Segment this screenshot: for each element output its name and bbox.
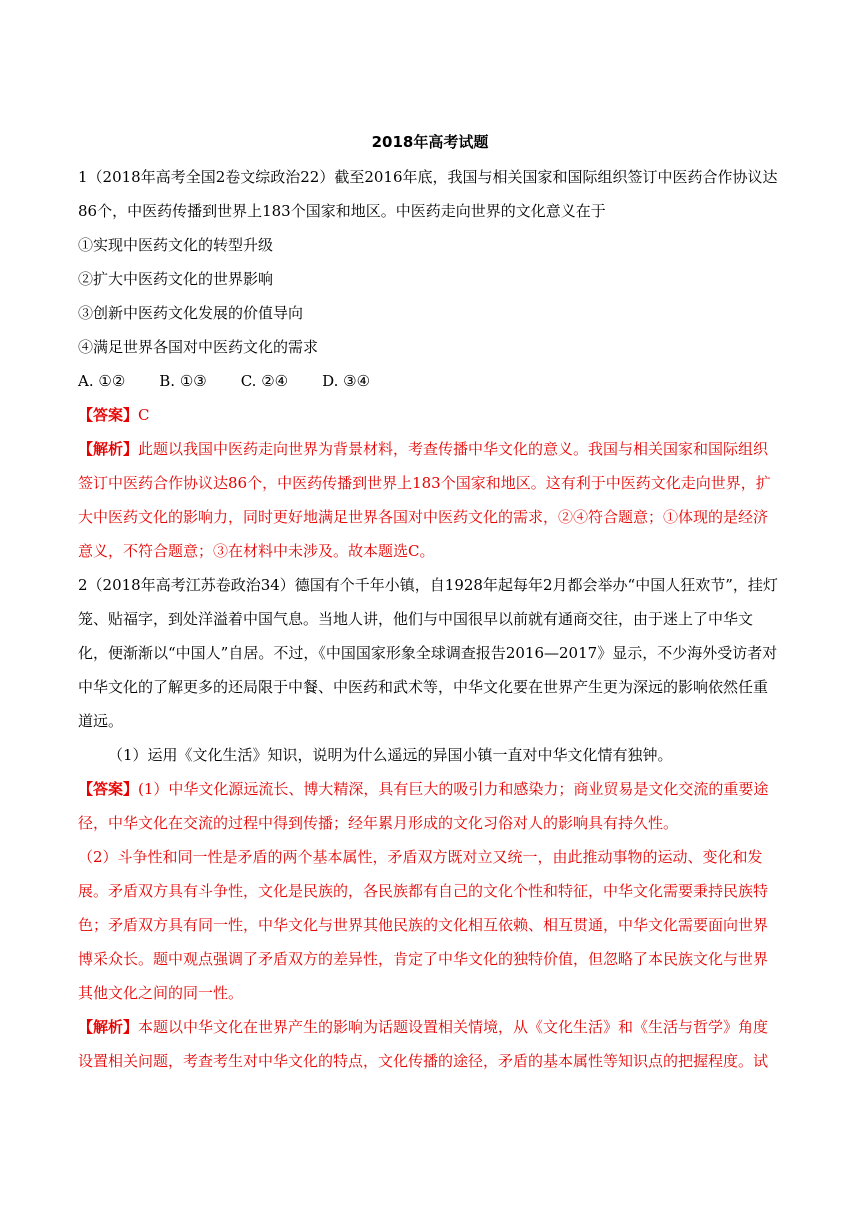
q2-answer-1 [78,772,782,840]
q1-analysis [78,432,782,568]
q1-option-3: ③创新中医药文化发展的价值导向 [78,304,304,322]
q1-choice-d: D. ③④ [322,372,371,390]
q1-choices [78,364,782,398]
page-title: 2018年高考试题 [371,133,489,151]
q2-stem: 2（2018年高考江苏卷政治34）德国有个千年小镇，自1928年起每年2月都会举办“中国人狂欢节”，挂灯笼、贴福字，到处洋溢着中国气息。当地人讲，他们与中国很早以前就有通商交往，由于迷上了中华文化，便渐渐以“中国人”自居。不过，《中国国家形象全球调查报告2016—2017》显示，不少海外受访者对中华文化的了解更多的还局限于中餐、中医药和武术等，中华文化要在世界产生更为深远的影响依然任重道远。 [78,576,778,730]
q1-option-4: ④满足世界各国对中医药文化的需求 [78,338,319,356]
q2-answer-tag: 【答案】 [78,780,139,798]
q1-choice-a: A. ①② [78,372,126,390]
q1-analysis-text: 此题以我国中医药走向世界为背景材料，考查传播中华文化的意义。我国与相关国家和国际组织签订中医药合作协议达86个，中医药传播到世界上183个国家和地区。这有利于中医药文化走向世界，扩大中医药文化的影响力，同时更好地满足世界各国对中医药文化的需求，②④符合题意；①体现的是经济意义，不符合题意；③在材料中未涉及。故本题选C。 [78,440,771,560]
q1-answer-tag: 【答案】 [78,406,139,424]
q2-analysis-text: 本题以中华文化在世界产生的影响为话题设置相关情境，从《文化生活》和《生活与哲学》角度设置相关问题，考查考生对中华文化的特点，文化传播的途径，矛盾的基本属性等知识点的把握程度。试 [78,1018,769,1070]
q1-option-2: ②扩大中医药文化的世界影响 [78,270,274,288]
q2-analysis [78,1010,782,1078]
q1-answer [78,398,782,432]
q2-answer-1-text: (1）中华文化源远流长、博大精深，具有巨大的吸引力和感染力；商业贸易是文化交流的重要途径，中华文化在交流的过程中得到传播；经年累月形成的文化习俗对人的影响具有持久性。 [78,780,769,832]
q1-answer-value: C [138,406,150,424]
q1-choice-b: B. ①③ [159,372,207,390]
q2-sub-question-1: （1）运用《文化生活》知识，说明为什么遥远的异国小镇一直对中华文化情有独钟。 [108,746,673,764]
q1-stem: 1（2018年高考全国2卷文综政治22）截至2016年底，我国与相关国家和国际组织签订中医药合作协议达86个，中医药传播到世界上183个国家和地区。中医药走向世界的文化意义在于 [78,168,778,220]
q2-analysis-tag: 【解析】 [78,1018,139,1036]
q1-analysis-tag: 【解析】 [78,440,139,458]
q1-choice-c: C. ②④ [240,372,289,390]
q1-option-1: ①实现中医药文化的转型升级 [78,236,274,254]
q2-answer-2: （2）斗争性和同一性是矛盾的两个基本属性，矛盾双方既对立又统一，由此推动事物的运动、变化和发展。矛盾双方具有斗争性，文化是民族的，各民族都有自己的文化个性和特征，中华文化需要秉持民族特色；矛盾双方具有同一性，中华文化与世界其他民族的文化相互依赖、相互贯通，中华文化需要面向世界博采众长。题中观点强调了矛盾双方的差异性，肯定了中华文化的独特价值，但忽略了本民族文化与世界其他文化之间的同一性。 [78,848,769,1002]
